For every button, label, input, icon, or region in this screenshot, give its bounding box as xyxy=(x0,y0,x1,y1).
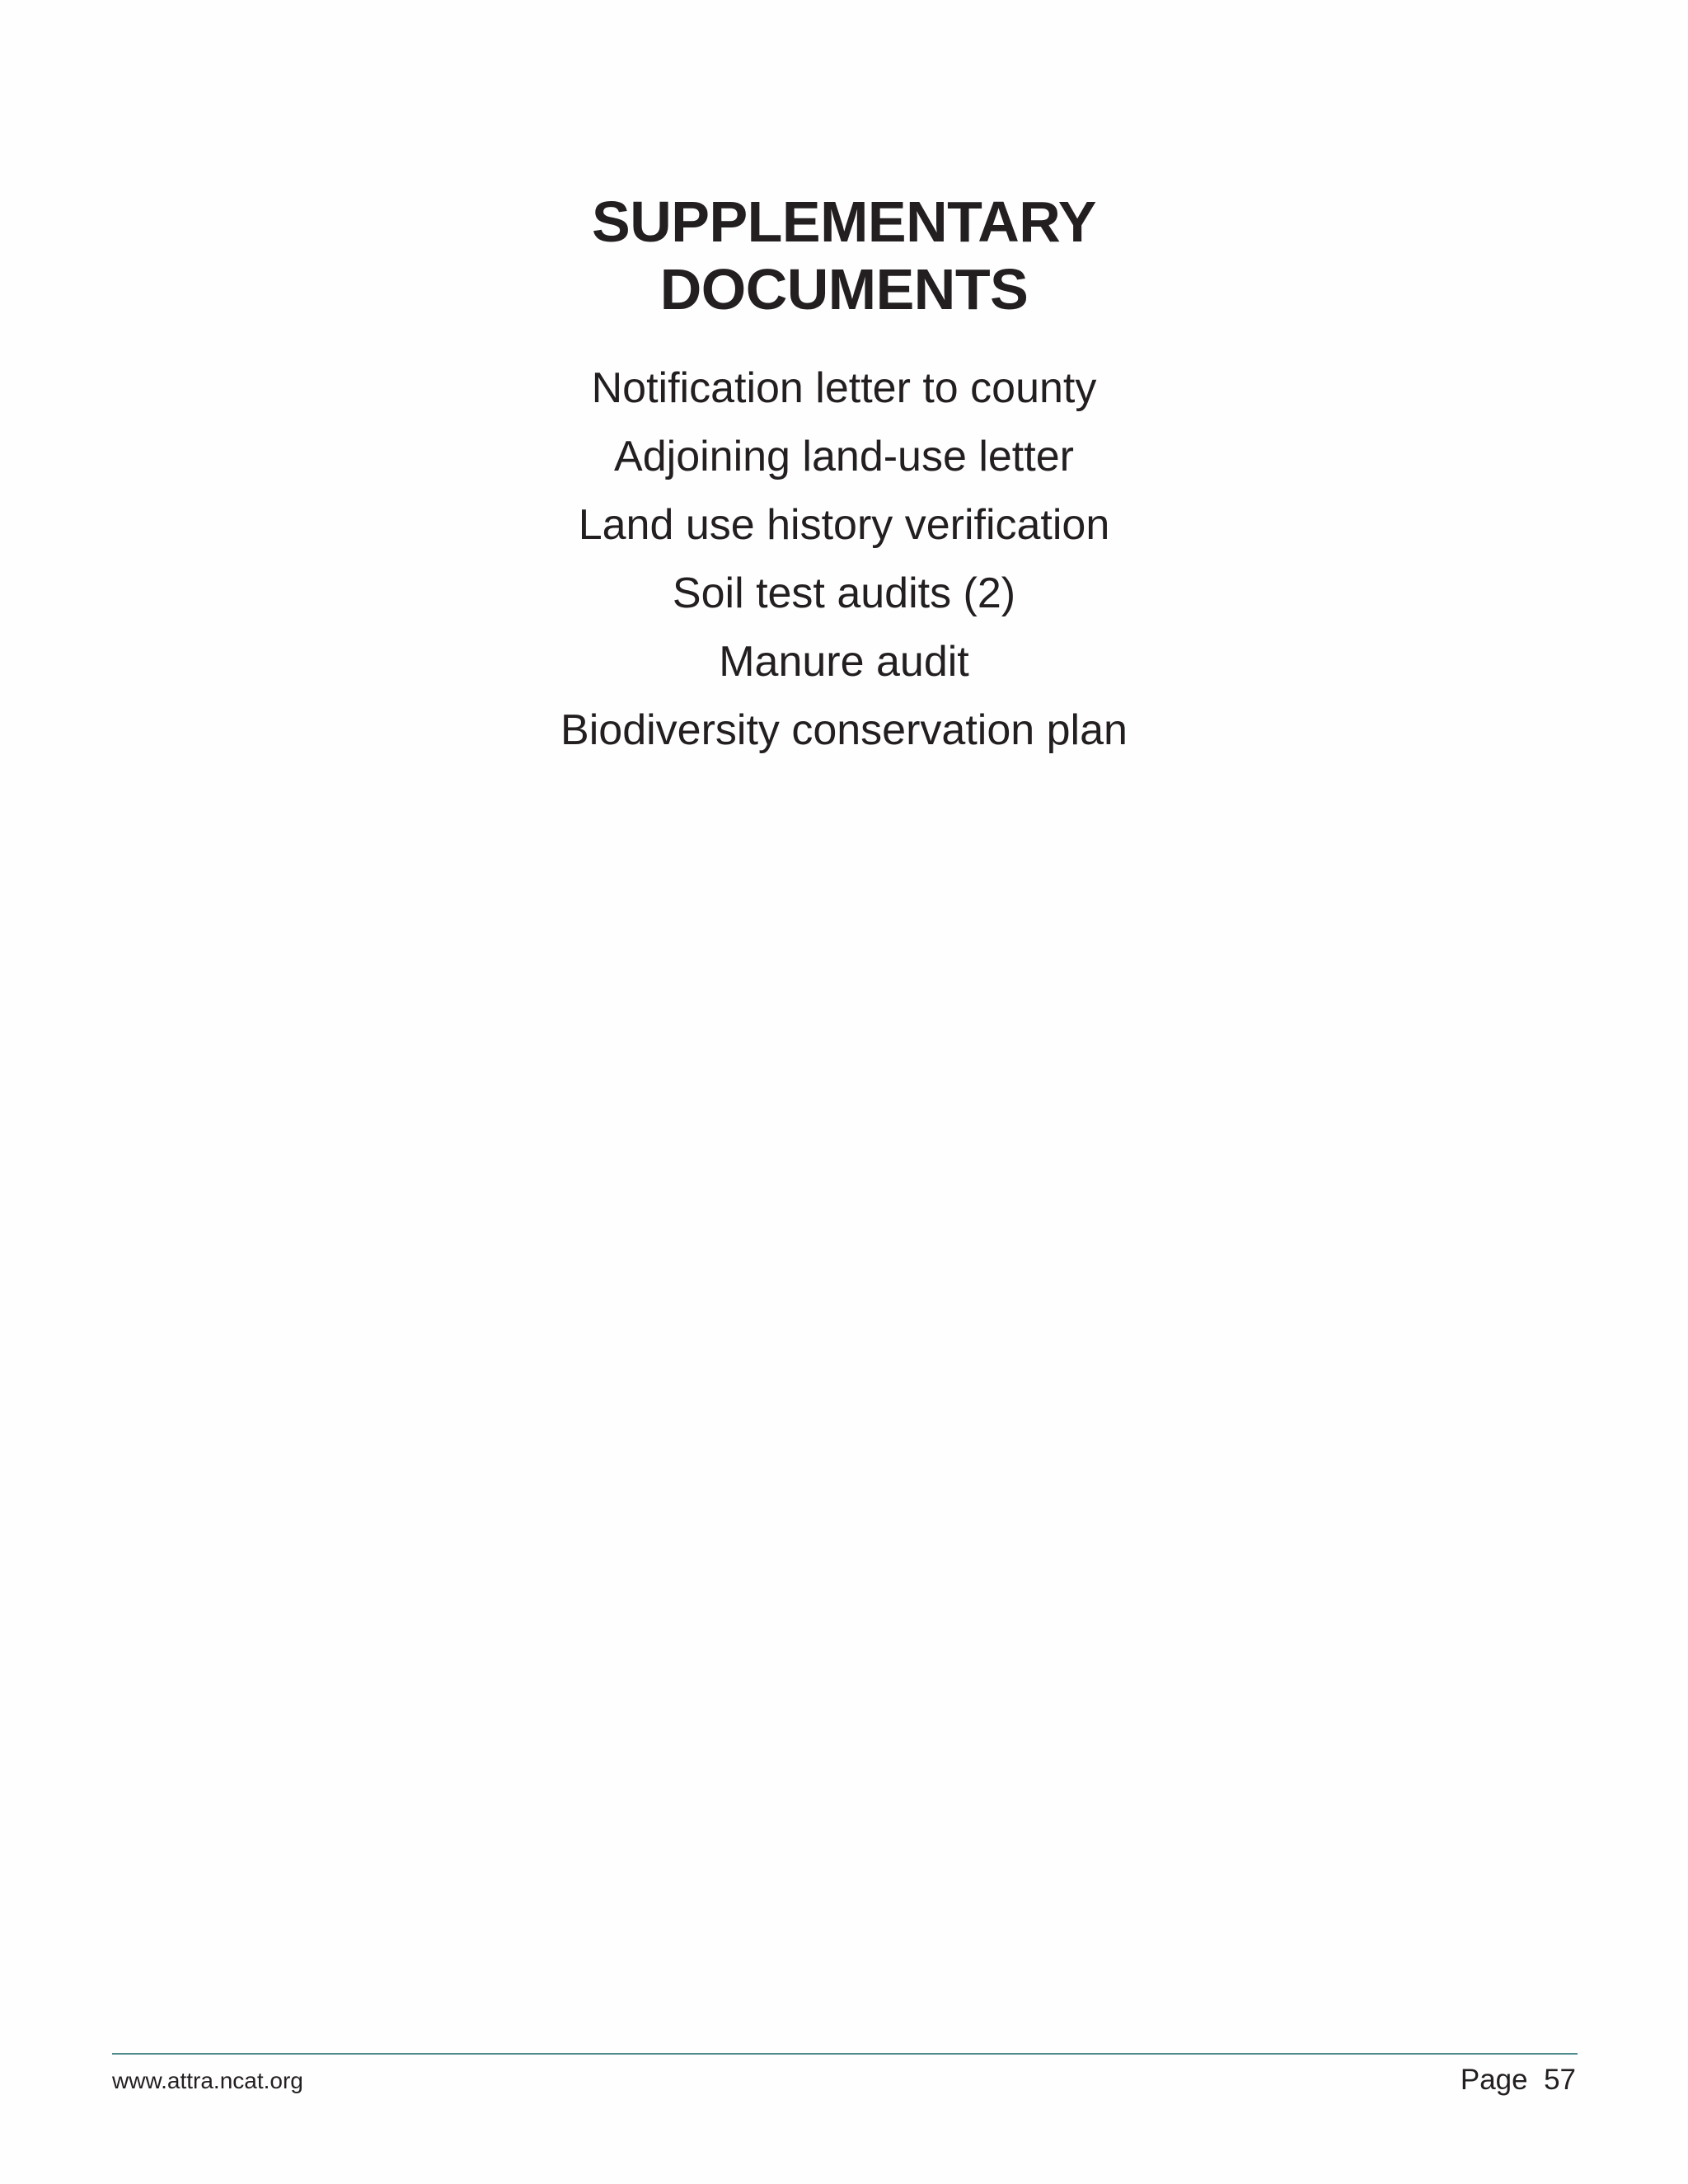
list-item: Land use history verification xyxy=(578,501,1110,549)
page-number xyxy=(1461,2060,1576,2100)
list-item: Manure audit xyxy=(719,638,969,686)
title-line-2: DOCUMENTS xyxy=(659,257,1029,321)
list-item: Adjoining land-use letter xyxy=(614,433,1074,480)
footer-url-link[interactable]: www.attra.ncat.org xyxy=(112,2068,303,2093)
list-item: Biodiversity conservation plan xyxy=(560,706,1128,754)
list-item: Notification letter to county xyxy=(591,364,1097,412)
page-label: Page xyxy=(1460,2064,1528,2096)
page-title xyxy=(0,188,1688,323)
page-number-value: 57 xyxy=(1544,2064,1576,2096)
footer-divider xyxy=(112,2053,1578,2055)
title-line-1: SUPPLEMENTARY xyxy=(592,190,1096,254)
list-item: Soil test audits (2) xyxy=(672,569,1016,617)
supplementary-documents-list xyxy=(0,354,1688,765)
